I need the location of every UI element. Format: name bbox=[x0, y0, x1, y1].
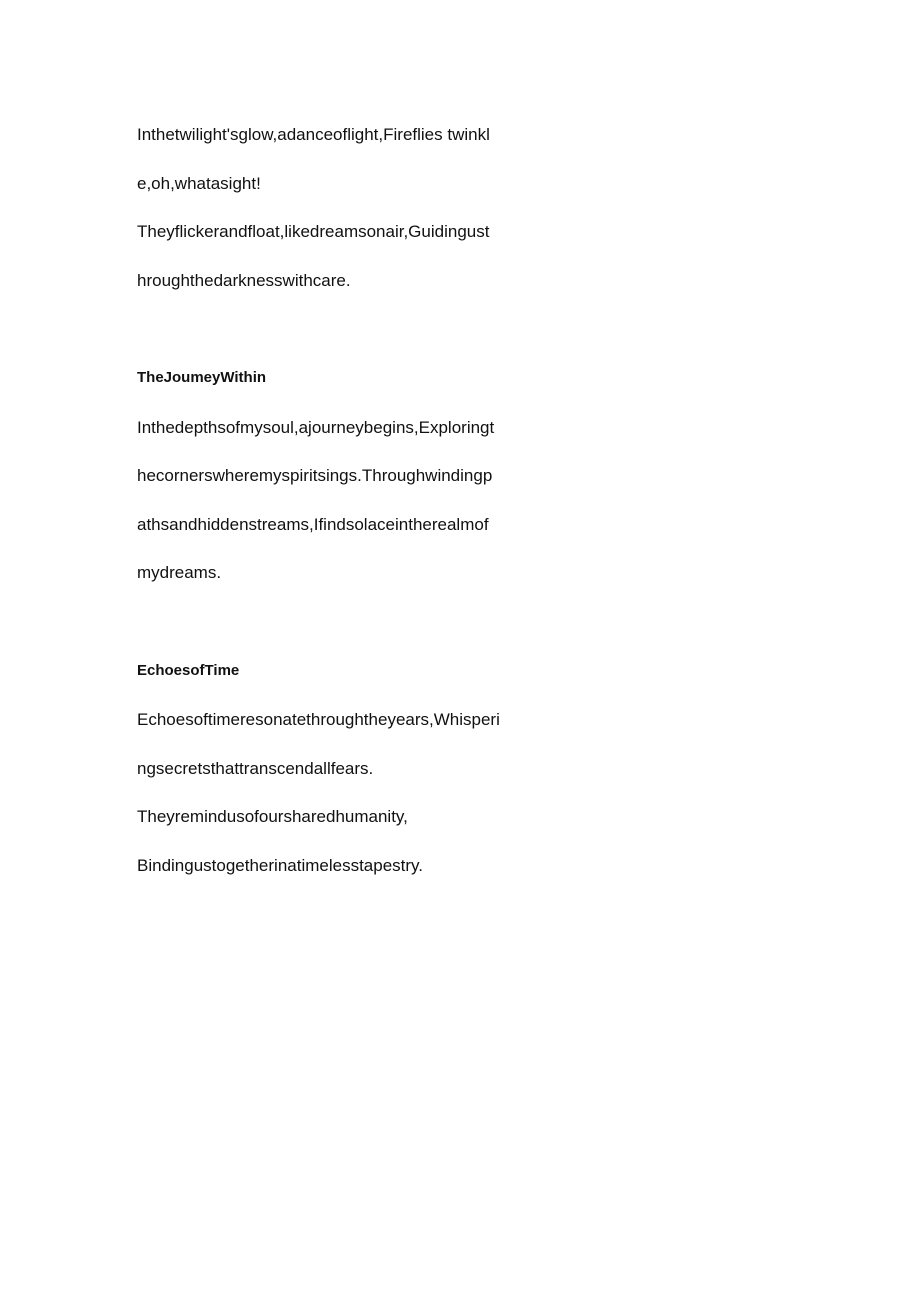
poem-line: hroughthedarknesswithcare. bbox=[137, 271, 351, 290]
poem-line: Bindingustogetherinatimelesstapestry. bbox=[137, 856, 424, 875]
poem-line: Theyflickerandfloat,likedreamsonair,Guidingust bbox=[137, 222, 490, 241]
section-heading: EchoesofTime bbox=[137, 662, 240, 679]
poem-line: athsandhiddenstreams,Ifindsolaceintherealmof bbox=[137, 515, 489, 534]
poem-line: e,oh,whatasight! bbox=[137, 174, 261, 193]
poem-line: hecornerswheremyspiritsings.Throughwindingp bbox=[137, 466, 493, 485]
poem-line: Theyremindusofoursharedhumanity, bbox=[137, 807, 408, 826]
poem-line: mydreams. bbox=[137, 563, 222, 582]
section-heading: TheJoumeyWithin bbox=[137, 369, 267, 386]
poem-line: Inthetwilight'sglow,adanceoflight,Fireflies twinkl bbox=[137, 125, 490, 144]
poem-line: ngsecretsthattranscendallfears. bbox=[137, 759, 374, 778]
poem-line: Inthedepthsofmysoul,ajourneybegins,Exploringt bbox=[137, 418, 495, 437]
poem-line: Echoesoftimeresonatethroughtheyears,Whisperi bbox=[137, 710, 500, 729]
